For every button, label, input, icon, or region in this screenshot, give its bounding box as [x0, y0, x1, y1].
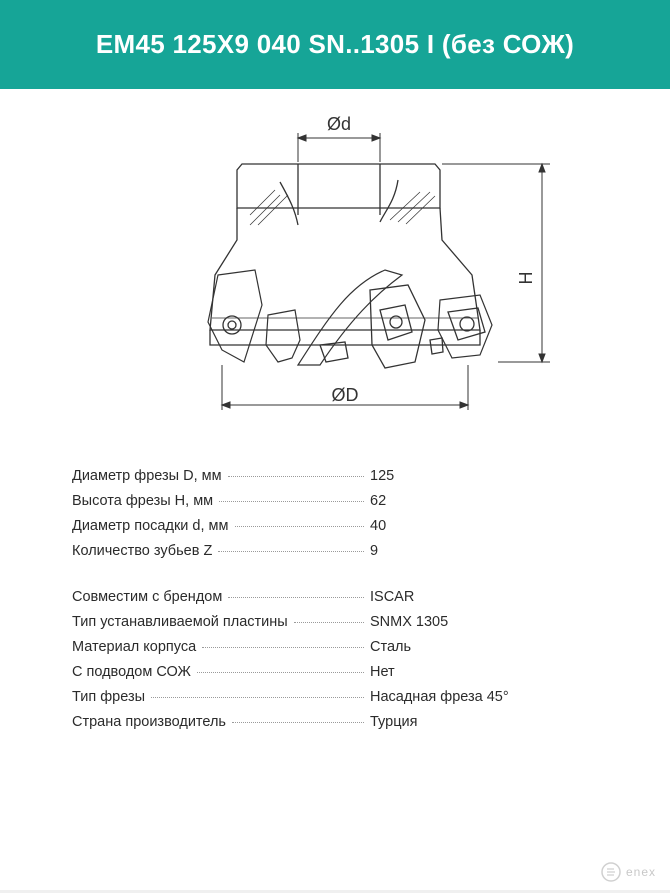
spec-value: 62	[370, 493, 387, 509]
spec-row	[72, 518, 542, 543]
tool-drawing	[180, 100, 560, 420]
footer-logo	[600, 861, 656, 883]
spec-row	[72, 589, 542, 614]
dot-leader	[228, 597, 364, 598]
spec-row	[72, 614, 542, 639]
enex-logo-icon	[600, 861, 622, 883]
dim-D-label: ØD	[331, 385, 359, 405]
dot-leader	[219, 501, 364, 502]
dot-leader	[218, 551, 364, 552]
spec-row	[72, 468, 542, 493]
spec-value: Сталь	[370, 639, 412, 655]
dot-leader	[197, 672, 364, 673]
spec-value: 40	[370, 518, 387, 534]
spec-row	[72, 714, 542, 739]
spec-value: ISCAR	[370, 589, 415, 605]
flute	[298, 270, 402, 365]
spec-label: Высота фрезы H, мм	[72, 493, 214, 509]
dim-d-label: Ød	[326, 114, 352, 134]
spec-row	[72, 543, 542, 568]
spec-value: 9	[370, 543, 379, 559]
spec-row	[72, 493, 542, 518]
spec-row	[72, 639, 542, 664]
spec-table	[72, 468, 542, 760]
spec-value: Турция	[370, 714, 418, 730]
spec-group-dimensions	[72, 468, 542, 568]
spec-value: SNMX 1305	[370, 614, 449, 630]
spec-label: Тип фрезы	[72, 689, 146, 705]
dim-H-label: H	[516, 271, 536, 285]
dot-leader	[235, 526, 364, 527]
spec-label: Количество зубьев Z	[72, 543, 213, 559]
dot-leader	[202, 647, 364, 648]
title-bar	[0, 0, 670, 89]
spec-value: Насадная фреза 45°	[370, 689, 509, 705]
spec-label: Диаметр фрезы D, мм	[72, 468, 222, 484]
spec-label: Страна производитель	[72, 714, 226, 730]
dot-leader	[232, 722, 364, 723]
spec-label: Диаметр посадки d, мм	[72, 518, 229, 534]
spec-row	[72, 664, 542, 689]
spec-row	[72, 689, 542, 714]
page-title: ЕМ45 125X9 040 SN..1305 I (без СОЖ)	[95, 29, 575, 59]
dot-leader	[151, 697, 364, 698]
footer-brand: enex	[625, 865, 656, 879]
spec-label: Совместим с брендом	[72, 589, 223, 605]
spec-group-properties	[72, 589, 542, 739]
spec-label: Тип устанавливаемой пластины	[72, 614, 288, 630]
insert-middle	[370, 285, 425, 368]
dot-leader	[294, 622, 364, 623]
dot-leader	[228, 476, 364, 477]
spec-label: С подводом СОЖ	[72, 664, 191, 680]
spec-value: 125	[370, 468, 395, 484]
spec-label: Материал корпуса	[72, 639, 197, 655]
spec-value: Нет	[370, 664, 395, 680]
